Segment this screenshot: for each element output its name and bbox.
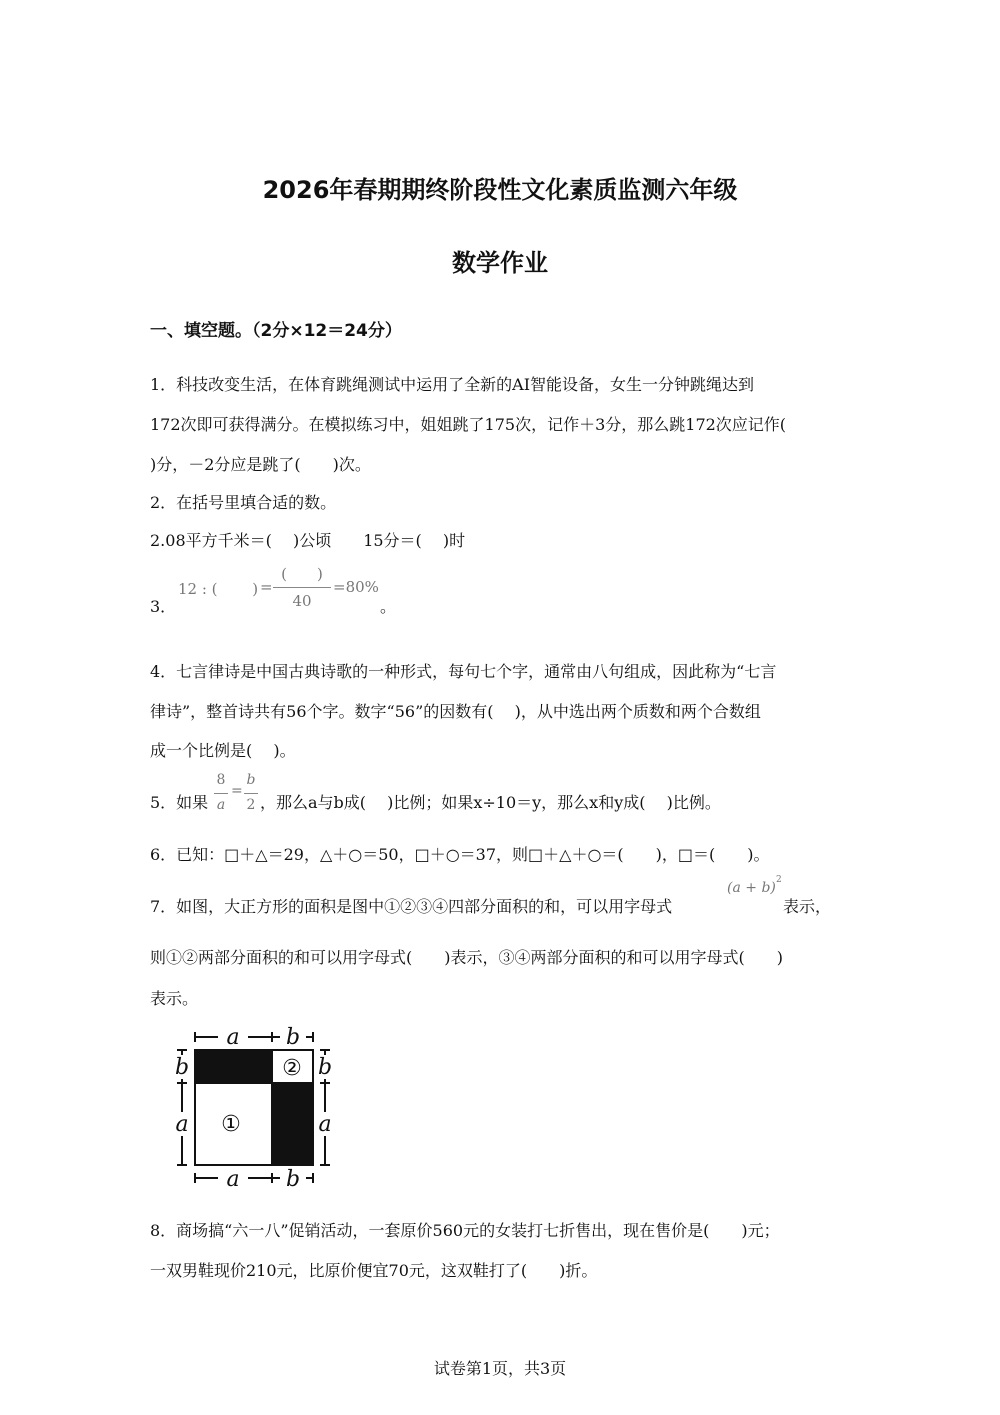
question-5-fraction-1-denominator: a: [216, 797, 226, 813]
region-2-label: ②: [282, 1056, 302, 1081]
question-7-expression: (a + b): [727, 880, 776, 896]
question-1-line-1: 1．科技改变生活，在体育跳绳测试中运用了全新的AI智能设备，女生一分钟跳绳达到: [150, 375, 755, 394]
left-label-b: b: [174, 1055, 190, 1080]
page-title: 2026年春期期终阶段性文化素质监测六年级: [262, 176, 738, 204]
question-3-number: 3．: [150, 597, 177, 616]
question-5-fraction-2-bar: [244, 793, 258, 794]
question-3-equals-1: =: [260, 578, 273, 596]
question-4-line-1: 4．七言律诗是中国古典诗歌的一种形式，每句七个字，通常由八句组成，因此称为“七言: [150, 662, 777, 681]
question-5-prefix: 5．如果: [150, 793, 209, 812]
question-7-suffix: 表示，: [783, 897, 832, 916]
question-3-fraction-bar: [273, 587, 331, 588]
question-3-fraction-denominator: 40: [292, 592, 312, 610]
question-3-fraction-numerator: ( ): [281, 565, 323, 583]
top-label-a: a: [226, 1025, 240, 1050]
question-4-line-3: 成一个比例是( )。: [150, 741, 296, 760]
right-label-b: b: [317, 1055, 333, 1080]
left-label-a: a: [175, 1112, 189, 1137]
question-5-rest: ，那么a与b成( )比例；如果x÷10＝y，那么x和y成( )比例。: [260, 793, 721, 812]
question-7-exponent: 2: [776, 875, 782, 885]
question-6: 6．已知：□＋△＝29，△＋○＝50，□＋○＝37，则□＋△＋○＝( )，□＝( )。: [150, 845, 770, 864]
region-1-label: ①: [221, 1112, 241, 1137]
square-diagram: [170, 1020, 340, 1190]
question-8-line-2: 一双男鞋现价210元，比原价便宜70元，这双鞋打了( )折。: [150, 1261, 598, 1280]
question-3-ratio: 12 : ( ): [178, 580, 259, 598]
question-8-line-1: 8．商场搞“六一八”促销活动，一套原价560元的女装打七折售出，现在售价是( )元；: [150, 1221, 780, 1240]
bottom-label-b: b: [285, 1167, 301, 1190]
question-5-fraction-2-denominator: 2: [246, 797, 256, 813]
question-5-fraction-1-numerator: 8: [216, 772, 226, 788]
top-label-b: b: [285, 1025, 301, 1050]
question-2-line-2: 2.08平方千米＝( )公顷 15分＝( )时: [150, 531, 466, 550]
question-4-line-2: 律诗”，整首诗共有56个字。数字“56”的因数有( )，从中选出两个质数和两个合数组: [150, 702, 761, 721]
section-heading: 一、填空题。（2分×12＝24分）: [150, 321, 402, 341]
question-7-line-3: 表示。: [150, 989, 199, 1008]
question-1-line-2: 172次即可获得满分。在模拟练习中，姐姐跳了175次，记作＋3分，那么跳172次应记作(: [150, 415, 787, 434]
bottom-label-a: a: [226, 1167, 240, 1190]
question-5-equals: =: [231, 783, 243, 799]
question-3-end: 。: [380, 597, 397, 616]
question-7-line-2: 则①②两部分面积的和可以用字母式( )表示，③④两部分面积的和可以用字母式( ): [150, 948, 783, 967]
question-2-line-1: 2．在括号里填合适的数。: [150, 493, 337, 512]
question-5-fraction-1-bar: [214, 793, 228, 794]
region-4-shaded: [272, 1083, 313, 1165]
right-label-a: a: [318, 1112, 332, 1137]
question-5-fraction-2-numerator: b: [246, 772, 256, 788]
question-7-prefix: 7．如图，大正方形的面积是图中①②③④四部分面积的和，可以用字母式: [150, 897, 673, 916]
question-1-line-3: )分，－2分应是跳了( )次。: [150, 455, 371, 474]
page-footer: 试卷第1页，共3页: [433, 1359, 567, 1378]
page-subtitle: 数学作业: [452, 249, 548, 277]
region-3-shaded: [195, 1050, 272, 1083]
question-3-percent: =80%: [333, 578, 379, 596]
